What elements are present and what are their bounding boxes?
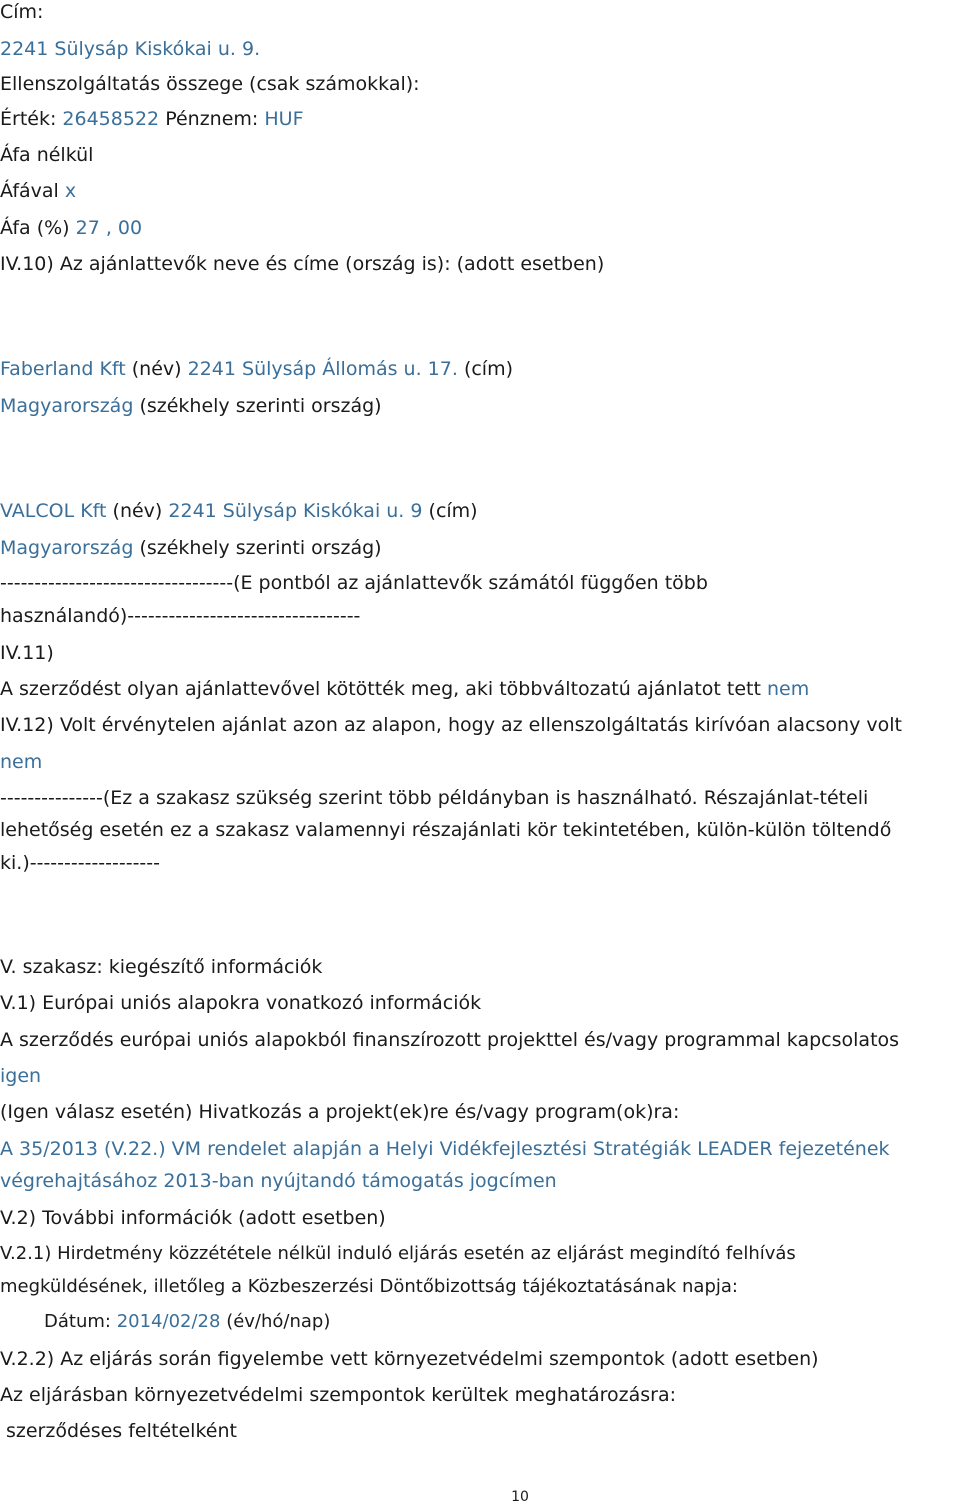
vat-included-label: Áfával xyxy=(0,180,59,202)
section-v-title: V. szakasz: kiegészítő információk xyxy=(0,956,323,978)
tenderer-2-line xyxy=(0,499,478,523)
date-value: 2014/02/28 xyxy=(116,1311,221,1332)
tenderer-1-country-label: (székhely szerinti ország) xyxy=(139,395,382,417)
tenderer-2-country-line xyxy=(0,536,382,560)
section-iv12-answer: nem xyxy=(0,751,43,773)
section-v22-question: Az eljárásban környezetvédelmi szempontok kerültek meghatározásra: xyxy=(0,1384,677,1406)
vat-excluded: Áfa nélkül xyxy=(0,144,94,166)
currency-value: HUF xyxy=(264,108,304,130)
consideration-label: Ellenszolgáltatás összege (csak számokkal): xyxy=(0,73,420,95)
tenderer-1-address-label: (cím) xyxy=(463,358,514,380)
section-iv11-heading: IV.11) xyxy=(0,642,54,664)
repeat-note-1: ---------------(Ez a szakasz szükség szerint több példányban is használható. Részajánlat-tételi xyxy=(0,787,869,809)
section-v22-heading: V.2.2) Az eljárás során figyelembe vett környezetvédelmi szempontok (adott esetben) xyxy=(0,1348,819,1370)
tenderer-2-name: VALCOL Kft xyxy=(0,500,107,522)
tenderer-1-country: Magyarország xyxy=(0,395,134,417)
section-v21-text-2: megküldésének, illetőleg a Közbeszerzési Döntőbizottság tájékoztatásának napja: xyxy=(0,1276,738,1297)
vat-percent-value: 27 , 00 xyxy=(75,217,143,239)
section-iv11-text: A szerződést olyan ajánlattevővel kötötték meg, aki többváltozatú ajánlatot tett xyxy=(0,678,761,700)
tenderer-2-address-label: (cím) xyxy=(428,500,478,522)
section-iv11-line xyxy=(0,677,809,701)
section-v1-reference-2: végrehajtásához 2013-ban nyújtandó támogatás jogcímen xyxy=(0,1170,557,1192)
address-value: 2241 Sülysáp Kiskókai u. 9. xyxy=(0,38,261,60)
vat-included-mark: x xyxy=(64,180,77,202)
section-v1-reference-label: (Igen válasz esetén) Hivatkozás a projekt(ek)re és/vagy program(ok)ra: xyxy=(0,1101,680,1123)
tenderer-2-name-label: (név) xyxy=(112,500,163,522)
section-iv10-heading: IV.10) Az ajánlattevők neve és címe (ország is): (adott esetben) xyxy=(0,253,605,275)
tenderer-2-country: Magyarország xyxy=(0,537,134,559)
vat-percent-label: Áfa (%) xyxy=(0,217,70,239)
section-iv11-answer: nem xyxy=(766,678,810,700)
section-v1-heading: V.1) Európai uniós alapokra vonatkozó információk xyxy=(0,992,482,1014)
value-label: Érték: xyxy=(0,108,57,130)
tenderer-1-country-line xyxy=(0,394,382,418)
address-label-line xyxy=(0,0,43,24)
tenderer-1-line xyxy=(0,357,513,381)
separator-note-2: használandó)---------------------------------- xyxy=(0,605,361,627)
page-number: 10 xyxy=(511,1489,529,1505)
tenderer-2-address: 2241 Sülysáp Kiskókai u. 9 xyxy=(168,500,423,522)
section-v1-answer: igen xyxy=(0,1065,42,1087)
repeat-note-2: lehetőség esetén ez a szakasz valamennyi részajánlati kör tekintetében, külön-külön töltendő xyxy=(0,819,892,841)
vat-percent-line xyxy=(0,216,142,240)
repeat-note-3: ki.)------------------- xyxy=(0,852,160,874)
address-label: Cím: xyxy=(0,1,44,23)
section-v1-question: A szerződés európai uniós alapokból finanszírozott projekttel és/vagy programmal kapcsolatos xyxy=(0,1029,900,1051)
tenderer-1-name-label: (név) xyxy=(131,358,182,380)
separator-note-1: ----------------------------------(E pontból az ajánlattevők számától függően több xyxy=(0,572,708,594)
section-v21-text-1: V.2.1) Hirdetmény közzététele nélkül induló eljárás esetén az eljárást megindító felhívás xyxy=(0,1243,796,1264)
value-amount: 26458522 xyxy=(62,108,160,130)
tenderer-1-address: 2241 Sülysáp Állomás u. 17. xyxy=(187,358,458,380)
section-v1-reference-1: A 35/2013 (V.22.) VM rendelet alapján a Helyi Vidékfejlesztési Stratégiák LEADER fejezetének xyxy=(0,1138,890,1160)
date-label: Dátum: xyxy=(44,1311,111,1332)
value-line xyxy=(0,107,304,131)
vat-included-line xyxy=(0,179,76,203)
tenderer-1-name: Faberland Kft xyxy=(0,358,126,380)
section-v2-heading: V.2) További információk (adott esetben) xyxy=(0,1207,386,1229)
date-format: (év/hó/nap) xyxy=(226,1311,331,1332)
currency-label: Pénznem: xyxy=(165,108,259,130)
tenderer-2-country-label: (székhely szerinti ország) xyxy=(139,537,382,559)
date-line xyxy=(44,1310,330,1334)
section-v22-answer: szerződéses feltételként xyxy=(6,1420,237,1442)
section-iv12-text: IV.12) Volt érvénytelen ajánlat azon az alapon, hogy az ellenszolgáltatás kirívóan alacsony volt xyxy=(0,714,902,736)
